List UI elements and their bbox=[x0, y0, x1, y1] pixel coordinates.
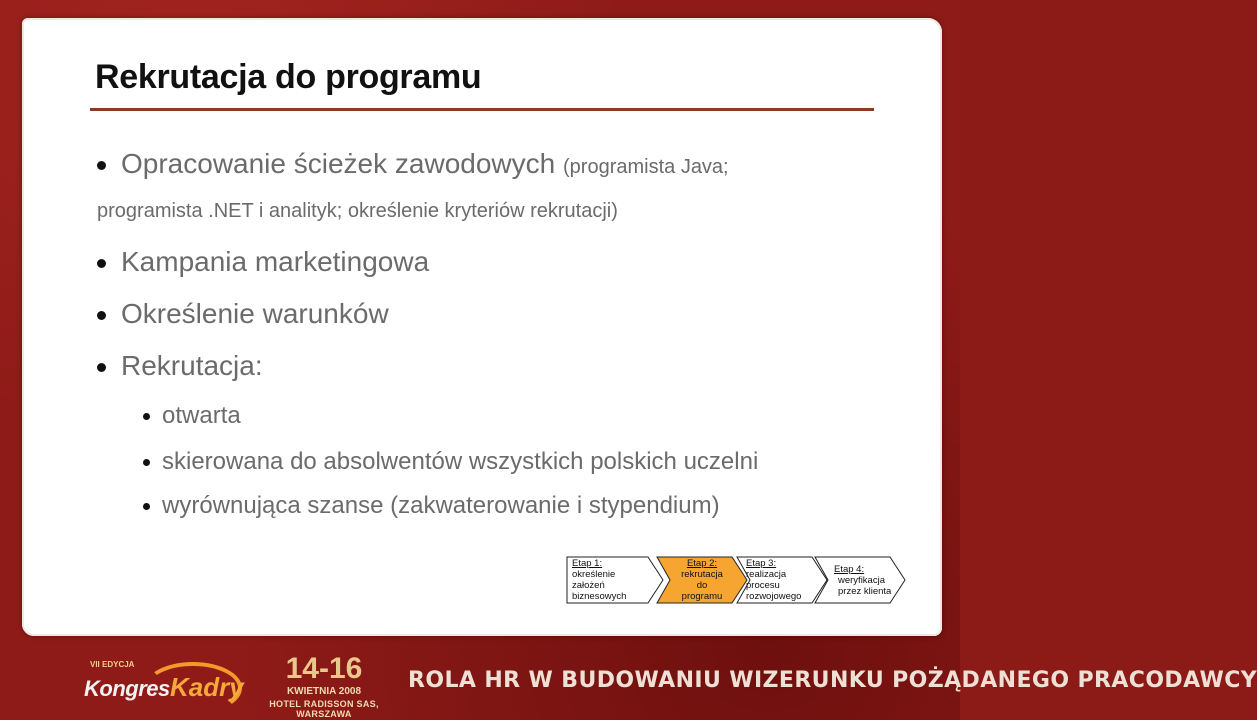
bullet-text: Rekrutacja: bbox=[121, 350, 263, 381]
bullet-continuation: programista .NET i analityk; określenie kryteriów rekrutacji) bbox=[97, 200, 618, 222]
sub-bullet-dot-icon bbox=[143, 503, 150, 510]
sub-bullet-dot-icon bbox=[143, 413, 150, 420]
stage-line: do bbox=[696, 580, 708, 591]
stage-line: określenie bbox=[572, 569, 616, 580]
event-info bbox=[244, 652, 404, 719]
logo-edition: VII EDYCJA bbox=[90, 660, 135, 669]
stage-head: Etap 1: bbox=[572, 558, 603, 569]
bullet-text: Opracowanie ścieżek zawodowych bbox=[121, 148, 556, 179]
stage-line: procesu bbox=[746, 580, 780, 591]
stage-line: rekrutacja bbox=[681, 569, 723, 580]
stage-line: założeń bbox=[572, 580, 605, 591]
stage-line: biznesowych bbox=[572, 591, 627, 602]
footer-slogan: ROLA HR W BUDOWANIU WIZERUNKU POŻĄDANEGO PRACODAWCY bbox=[408, 668, 1257, 693]
bullet-text: Określenie warunków bbox=[121, 298, 389, 329]
slide-title: Rekrutacja do programu bbox=[95, 58, 482, 96]
bullet-note: (programista Java; bbox=[563, 156, 729, 178]
sub-bullet-text: otwarta bbox=[162, 402, 241, 429]
title-divider bbox=[90, 108, 874, 111]
event-dates: 14-16 bbox=[285, 652, 363, 685]
bullet-dot-icon bbox=[97, 259, 106, 268]
process-stage-2 bbox=[656, 556, 748, 604]
stage-head: Etap 3: bbox=[746, 558, 777, 569]
stage-line: przez klienta bbox=[838, 586, 892, 597]
process-stage-4 bbox=[814, 556, 906, 604]
event-month: KWIETNIA 2008 bbox=[286, 686, 362, 697]
bullet-dot-icon bbox=[97, 161, 106, 170]
stage-line: rozwojowego bbox=[746, 591, 802, 602]
stage-line: realizacja bbox=[746, 569, 787, 580]
sub-bullet-dot-icon bbox=[143, 459, 150, 466]
process-stage-1 bbox=[566, 556, 664, 604]
stage-line: programu bbox=[681, 591, 723, 602]
stage-head: Etap 2: bbox=[686, 558, 718, 569]
bullet-text: Kampania marketingowa bbox=[121, 246, 430, 277]
stage-head: Etap 4: bbox=[834, 564, 865, 575]
process-chevrons bbox=[566, 556, 906, 604]
event-hotel: HOTEL RADISSON SAS, WARSZAWA bbox=[269, 699, 379, 719]
sub-bullet-text: wyrównująca szanse (zakwaterowanie i stypendium) bbox=[162, 492, 720, 519]
logo-brand-right: Kadry bbox=[170, 672, 244, 702]
sub-bullet-text: skierowana do absolwentów wszystkich polskich uczelni bbox=[162, 448, 759, 475]
stage-line: weryfikacja bbox=[838, 575, 885, 586]
kongres-kadry-logo bbox=[84, 660, 244, 708]
logo-brand-left: Kongres bbox=[84, 676, 170, 701]
bullet-dot-icon bbox=[97, 363, 106, 372]
bullet-dot-icon bbox=[97, 311, 106, 320]
